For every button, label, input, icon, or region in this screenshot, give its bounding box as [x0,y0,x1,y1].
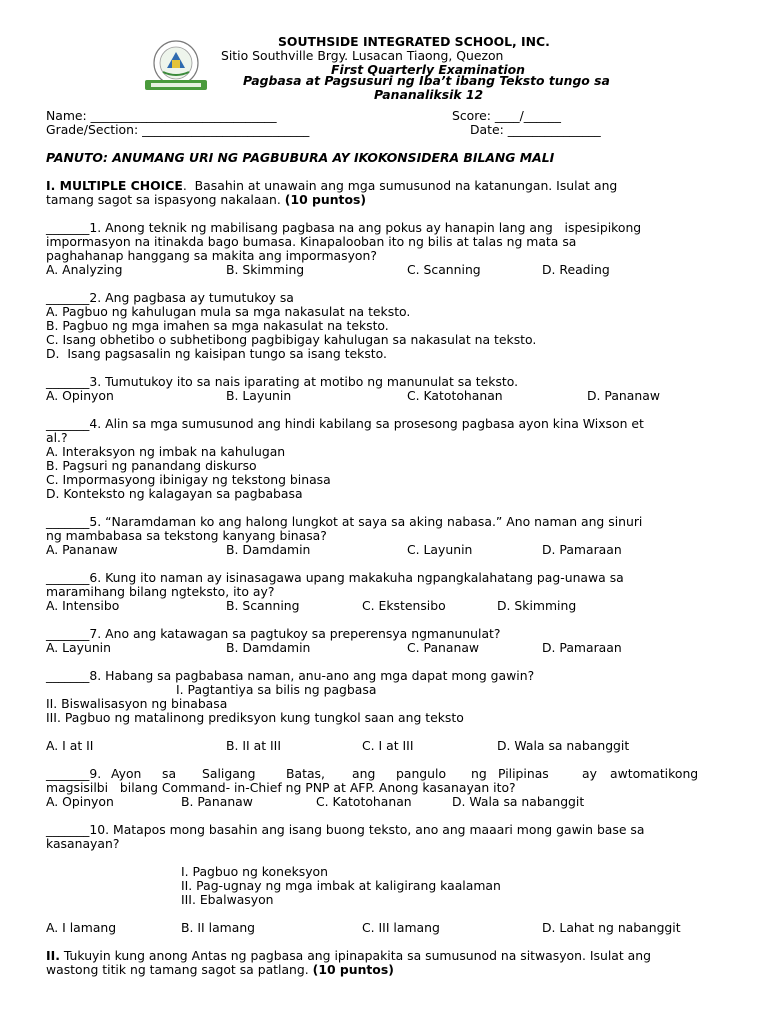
q8-item-i: I. Pagtantiya sa bilis ng pagbasa [176,682,377,697]
q9-word: Pilipinas [498,766,549,781]
name-field: Name: ______________________________ [46,108,277,123]
q4-choice-a: A. Interaksyon ng imbak na kahulugan [46,444,286,459]
part2-intro-line1 [46,949,651,963]
q8-choice-c: C. I at III [362,738,414,753]
q8-item-ii: II. Biswalisasyon ng binabasa [46,696,228,711]
q10-item-ii: II. Pag-ugnay ng mga imbak at kaligirang kaalaman [181,878,501,893]
part1-intro-line1 [46,179,617,193]
q6-choice-c: C. Ekstensibo [362,598,446,613]
grade-section-field: Grade/Section: ___________________________ [46,122,310,137]
part1-intro-line2 [46,193,366,207]
q7-choice-a: A. Layunin [46,640,111,655]
q8-choice-d: D. Wala sa nabanggit [497,738,630,753]
part2-heading: II. [46,948,60,963]
q9-choice-c: C. Katotohanan [316,794,412,809]
q8-choice-a: A. I at II [46,738,94,753]
q2-text: _______2. Ang pagbasa ay tumutukoy sa [46,290,294,305]
q9-word: Saligang [202,766,256,781]
q9-choice-d: D. Wala sa nabanggit [452,794,585,809]
q7-text: _______7. Ano ang katawagan sa pagtukoy sa preperensya ngmanunulat? [46,626,501,641]
q8-choice-b: B. II at III [226,738,281,753]
instruction: PANUTO: ANUMANG URI NG PAGBUBURA AY IKOKONSIDERA BILANG MALI [46,150,555,165]
subject-title-line1: Pagbasa at Pagsusuri ng Iba’t ibang Teksto tungo sa [243,73,610,88]
q7-choice-b: B. Damdamin [226,640,311,655]
q10-choice-c: C. III lamang [362,920,440,935]
q7-choice-c: C. Pananaw [407,640,480,655]
q6-text: maramihang bilang ngteksto, ito ay? [46,584,275,599]
school-address: Sitio Southville Brgy. Lusacan Tiaong, Quezon [221,48,504,63]
q3-choice-a: A. Opinyon [46,388,114,403]
q3-text: _______3. Tumutukoy ito sa nais iparating at motibo ng manunulat sa teksto. [46,374,519,389]
q9-word: ng [471,766,487,781]
q3-choice-b: B. Layunin [226,388,292,403]
q10-text: _______10. Matapos mong basahin ang isang buong teksto, ano ang maaari mong gawin base sa [46,822,645,837]
q8-item-iii: III. Pagbuo ng matalinong prediksyon kung tungkol saan ang teksto [46,710,464,725]
part1-text1: . Basahin at unawain ang mga sumusunod na katanungan. Isulat ang [182,178,618,193]
q1-text: paghahanap hanggang sa makita ang impormasyon? [46,248,377,263]
q6-choice-b: B. Scanning [226,598,300,613]
date-field: Date: _______________ [470,122,601,137]
q1-choice-b: B. Skimming [226,262,305,277]
q3-choice-c: C. Katotohanan [407,388,503,403]
q4-choice-d: D. Konteksto ng kalagayan sa pagbabasa [46,486,303,501]
q9-choice-b: B. Pananaw [181,794,253,809]
q1-choice-d: D. Reading [542,262,610,277]
q9-text: _______9. [46,766,102,781]
q1-text: _______1. Anong teknik ng mabilisang pagbasa na ang pokus ay hanapin lang ang ispesipikong [46,220,642,235]
q10-item-iii: III. Ebalwasyon [181,892,274,907]
q5-choice-c: C. Layunin [407,542,473,557]
q9-word: sa [162,766,177,781]
q9-choice-a: A. Opinyon [46,794,114,809]
q5-choice-a: A. Pananaw [46,542,118,557]
score-field: Score: ____/______ [452,108,561,123]
q1-choice-c: C. Scanning [407,262,481,277]
q4-text: _______4. Alin sa mga sumusunod ang hindi kabilang sa prosesong pagbasa ayon kina Wixson et [46,416,644,431]
q6-text: _______6. Kung ito naman ay isinasagawa upang makakuha ngpangkalahatang pag-unawa sa [46,570,624,585]
part1-points: (10 puntos) [284,192,367,207]
q1-choice-a: A. Analyzing [46,262,123,277]
q10-choice-b: B. II lamang [181,920,256,935]
exam-title: First Quarterly Examination [331,62,525,77]
q1-text: impormasyon na itinakda bago bumasa. Kinapalooban ito ng bilis at talas ng mata sa [46,234,577,249]
q5-choice-d: D. Pamaraan [542,542,622,557]
q2-choice-c: C. Isang obhetibo o subhetibong pagbibigay kahulugan sa nakasulat na teksto. [46,332,537,347]
q9-word: ay [582,766,597,781]
q9-word: awtomatikong [610,766,699,781]
q5-text: _______5. “Naramdaman ko ang halong lungkot at saya sa aking nabasa.” Ano naman ang sinuri [46,514,643,529]
q6-choice-d: D. Skimming [497,598,577,613]
q10-text: kasanayan? [46,836,120,851]
q5-text: ng mambabasa sa tekstong kanyang binasa? [46,528,327,543]
q10-choice-a: A. I lamang [46,920,117,935]
q3-choice-d: D. Pananaw [587,388,660,403]
q9-word: Batas, [286,766,325,781]
part2-text1: Tukuyin kung anong Antas ng pagbasa ang ipinapakita sa sumusunod na sitwasyon. Isulat ang [59,948,651,963]
q10-item-i: I. Pagbuo ng koneksyon [181,864,328,879]
q8-text: _______8. Habang sa pagbabasa naman, anu-ano ang mga dapat mong gawin? [46,668,535,683]
part2-text2: wastong titik ng tamang sagot sa patlang. [46,962,313,977]
q9-word: ang [352,766,376,781]
q4-text: al.? [46,430,68,445]
part2-intro-line2 [46,963,394,977]
q10-choice-d: D. Lahat ng nabanggit [542,920,681,935]
q6-choice-a: A. Intensibo [46,598,120,613]
part2-points: (10 puntos) [312,962,394,977]
part1-text2: tamang sagot sa ispasyong nakalaan. [46,192,285,207]
q4-choice-c: C. Impormasyong ibinigay ng tekstong binasa [46,472,331,487]
q2-choice-d: D. Isang pagsasalin ng kaisipan tungo sa isang teksto. [46,346,387,361]
school-name: SOUTHSIDE INTEGRATED SCHOOL, INC. [278,34,550,49]
q5-choice-b: B. Damdamin [226,542,311,557]
q9-word: pangulo [396,766,447,781]
q7-choice-d: D. Pamaraan [542,640,622,655]
part1-heading: I. MULTIPLE CHOICE [46,178,183,193]
q2-choice-a: A. Pagbuo ng kahulugan mula sa mga nakasulat na teksto. [46,304,411,319]
subject-title-line2: Pananaliksik 12 [374,87,484,102]
q9-word: Ayon [111,766,142,781]
q4-choice-b: B. Pagsuri ng panandang diskurso [46,458,257,473]
school-logo [141,38,211,98]
q9-text: magsisilbi bilang Command- in-Chief ng PNP at AFP. Anong kasanayan ito? [46,780,516,795]
q2-choice-b: B. Pagbuo ng mga imahen sa mga nakasulat na teksto. [46,318,389,333]
